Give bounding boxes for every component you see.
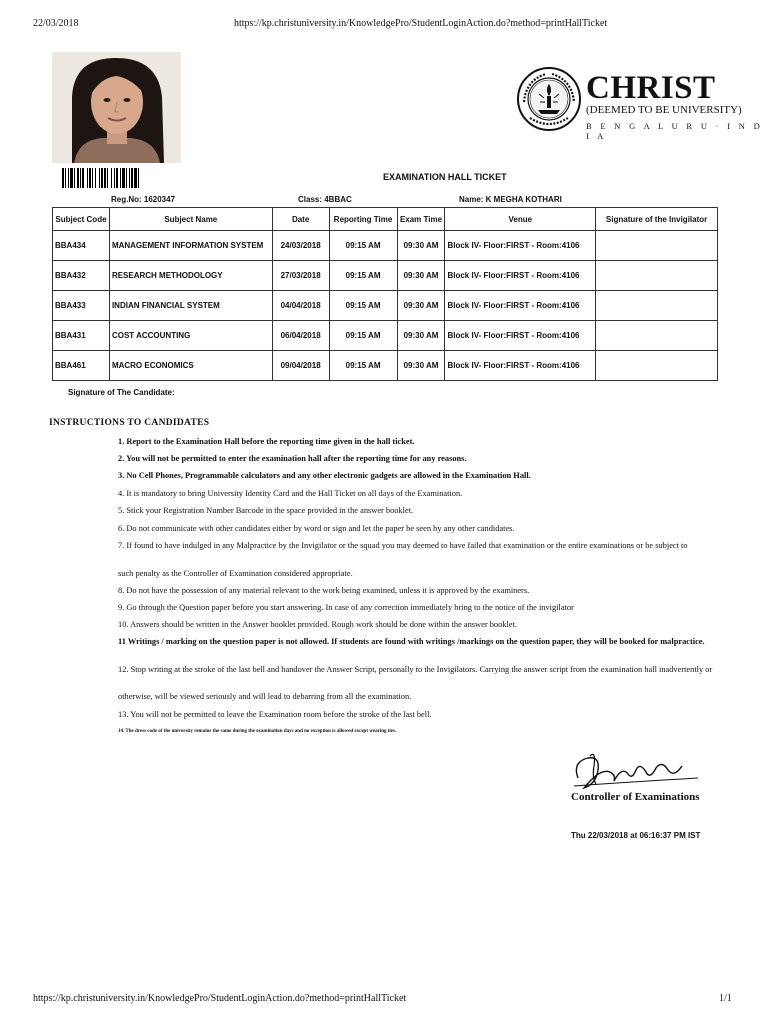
instructions-title: INSTRUCTIONS TO CANDIDATES bbox=[49, 418, 210, 428]
venue: Block IV- Floor:FIRST - Room:4106 bbox=[445, 291, 596, 321]
instruction-item: 14. The dress code of the university remains the same during the examination days and no exception is allowed except wearing ties. bbox=[118, 729, 397, 734]
venue: Block IV- Floor:FIRST - Room:4106 bbox=[445, 261, 596, 291]
subject-code: BBA432 bbox=[53, 261, 110, 291]
class-label: Class: 4BBAC bbox=[298, 195, 352, 204]
registration-barcode bbox=[62, 168, 176, 188]
reporting-time: 09:15 AM bbox=[329, 291, 397, 321]
table-row bbox=[53, 321, 718, 351]
reporting-time: 09:15 AM bbox=[329, 261, 397, 291]
controller-label: Controller of Examinations bbox=[571, 791, 700, 803]
subject-name: MACRO ECONOMICS bbox=[109, 351, 272, 381]
instruction-item: 6. Do not communicate with other candidates either by word or sign and let the paper be seen by any other candidates. bbox=[118, 524, 515, 533]
student-photo bbox=[52, 52, 181, 163]
controller-signature bbox=[570, 748, 700, 796]
subject-name: MANAGEMENT INFORMATION SYSTEM bbox=[109, 231, 272, 261]
footer-url: https://kp.christuniversity.in/KnowledgePro/StudentLoginAction.do?method=printHallTicket bbox=[33, 993, 407, 1004]
column-header: Reporting Time bbox=[329, 208, 397, 231]
column-header: Subject Name bbox=[109, 208, 272, 231]
print-url: https://kp.christuniversity.in/KnowledgePro/StudentLoginAction.do?method=printHallTicket bbox=[234, 18, 608, 29]
column-header: Subject Code bbox=[53, 208, 110, 231]
instruction-item: 8. Do not have the possession of any material relevant to the work being examined, unless it is approved by the examiners. bbox=[118, 586, 530, 595]
page-number: 1/1 bbox=[719, 993, 732, 1004]
instruction-item: 3. No Cell Phones, Programmable calculators and any other electronic gadgets are allowed in the Examination Hall. bbox=[118, 471, 531, 480]
column-header: Venue bbox=[445, 208, 596, 231]
venue: Block IV- Floor:FIRST - Room:4106 bbox=[445, 351, 596, 381]
subject-code: BBA433 bbox=[53, 291, 110, 321]
subject-code: BBA434 bbox=[53, 231, 110, 261]
table-row bbox=[53, 261, 718, 291]
exam-date: 06/04/2018 bbox=[272, 321, 329, 351]
generated-timestamp: Thu 22/03/2018 at 06:16:37 PM IST bbox=[571, 831, 701, 840]
reporting-time: 09:15 AM bbox=[329, 231, 397, 261]
exam-time: 09:30 AM bbox=[397, 291, 445, 321]
instruction-item: 13. You will not be permitted to leave the Examination room before the stroke of the last bell. bbox=[118, 710, 432, 719]
instruction-item: 5. Stick your Registration Number Barcode in the space provided in the answer booklet. bbox=[118, 506, 414, 515]
exam-date: 04/04/2018 bbox=[272, 291, 329, 321]
column-header: Date bbox=[272, 208, 329, 231]
instruction-item: 1. Report to the Examination Hall before the reporting time given in the hall ticket. bbox=[118, 437, 415, 446]
invigilator-signature-cell bbox=[596, 261, 718, 291]
subject-code: BBA431 bbox=[53, 321, 110, 351]
venue: Block IV- Floor:FIRST - Room:4106 bbox=[445, 231, 596, 261]
instruction-item: otherwise, will be viewed seriously and will lead to debarring from all the examination. bbox=[118, 692, 412, 701]
exam-date: 09/04/2018 bbox=[272, 351, 329, 381]
reporting-time: 09:15 AM bbox=[329, 321, 397, 351]
invigilator-signature-cell bbox=[596, 351, 718, 381]
exam-date: 27/03/2018 bbox=[272, 261, 329, 291]
exam-time: 09:30 AM bbox=[397, 321, 445, 351]
column-header: Exam Time bbox=[397, 208, 445, 231]
exam-time: 09:30 AM bbox=[397, 231, 445, 261]
instruction-item: 7. If found to have indulged in any Malpractice by the Invigilator or the squad you may deemed to have failed that examination or the entire examinations or be subject to bbox=[118, 541, 688, 550]
reporting-time: 09:15 AM bbox=[329, 351, 397, 381]
instruction-item: 11 Writings / marking on the question paper is not allowed. If students are found with writings /markings on the question paper, they will be booked for malpractice. bbox=[118, 637, 705, 646]
exam-time: 09:30 AM bbox=[397, 351, 445, 381]
print-date: 22/03/2018 bbox=[33, 18, 79, 29]
student-name: Name: K MEGHA KOTHARI bbox=[459, 195, 562, 204]
university-location: B E N G A L U R U · I N D I A bbox=[586, 121, 764, 141]
university-name: CHRIST bbox=[586, 70, 716, 106]
university-seal-logo bbox=[516, 66, 582, 132]
table-row bbox=[53, 231, 718, 261]
instruction-item: such penalty as the Controller of Examination considered appropriate. bbox=[118, 569, 353, 578]
invigilator-signature-cell bbox=[596, 321, 718, 351]
subject-name: COST ACCOUNTING bbox=[109, 321, 272, 351]
candidate-signature-label: Signature of The Candidate: bbox=[68, 388, 175, 397]
instruction-item: 4. It is mandatory to bring University Identity Card and the Hall Ticket on all days of the Examination. bbox=[118, 489, 463, 498]
table-row bbox=[53, 351, 718, 381]
invigilator-signature-cell bbox=[596, 291, 718, 321]
subject-name: RESEARCH METHODOLOGY bbox=[109, 261, 272, 291]
subject-code: BBA461 bbox=[53, 351, 110, 381]
instruction-item: 12. Stop writing at the stroke of the last bell and handover the Answer Script, personally to the Invigilators. Carrying the answer script from the examination hall inadvertently or bbox=[118, 665, 713, 674]
subject-name: INDIAN FINANCIAL SYSTEM bbox=[109, 291, 272, 321]
invigilator-signature-cell bbox=[596, 231, 718, 261]
table-header-row bbox=[53, 208, 718, 231]
column-header: Signature of the Invigilator bbox=[596, 208, 718, 231]
exam-date: 24/03/2018 bbox=[272, 231, 329, 261]
hall-ticket-title: EXAMINATION HALL TICKET bbox=[383, 172, 507, 182]
instruction-item: 9. Go through the Question paper before you start answering. In case of any correction immediately bring to the notice of the invigilator bbox=[118, 603, 574, 612]
instruction-item: 2. You will not be permitted to enter the examination hall after the reporting time for any reasons. bbox=[118, 454, 467, 463]
instruction-item: 10. Answers should be written in the Answer booklet provided. Rough work should be done within the answer booklet. bbox=[118, 620, 517, 629]
exam-time: 09:30 AM bbox=[397, 261, 445, 291]
venue: Block IV- Floor:FIRST - Room:4106 bbox=[445, 321, 596, 351]
exam-schedule-table bbox=[52, 207, 718, 381]
registration-number: Reg.No: 1620347 bbox=[111, 195, 176, 204]
table-row bbox=[53, 291, 718, 321]
university-deemed: (DEEMED TO BE UNIVERSITY) bbox=[586, 104, 742, 116]
